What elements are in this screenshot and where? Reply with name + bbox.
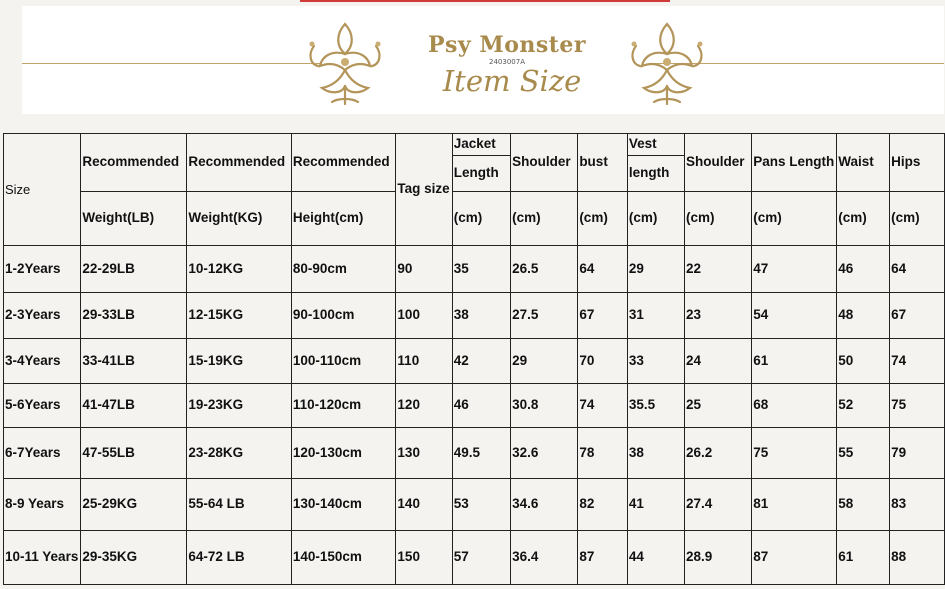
cell-hips: 64 xyxy=(890,246,945,293)
cell-pans-length: 68 xyxy=(752,384,837,428)
cell-hips: 79 xyxy=(890,428,945,479)
cell-weight-lb: 29-33LB xyxy=(81,293,187,339)
cell-shoulder-2: 22 xyxy=(685,246,752,293)
cell-tag-size: 110 xyxy=(396,339,452,384)
cell-shoulder-1: 26.5 xyxy=(511,246,578,293)
cell-bust: 87 xyxy=(578,531,628,585)
cell-hips: 75 xyxy=(890,384,945,428)
cell-weight-lb: 29-35KG xyxy=(81,531,187,585)
header-band xyxy=(0,0,945,122)
brand-name: Psy Monster xyxy=(427,32,587,58)
table-row xyxy=(4,479,945,531)
cell-shoulder-2: 24 xyxy=(685,339,752,384)
cell-height: 130-140cm xyxy=(291,479,396,531)
cell-bust: 67 xyxy=(578,293,628,339)
cell-weight-kg: 64-72 LB xyxy=(187,531,292,585)
cell-size: 8-9 Years xyxy=(4,479,81,531)
fleur-ornament-left-icon xyxy=(302,16,388,108)
header-unit-cm: (cm) xyxy=(685,192,752,246)
banner-rule-left xyxy=(22,63,322,64)
cell-size: 6-7Years xyxy=(4,428,81,479)
header-unit-cm: (cm) xyxy=(452,192,510,246)
header-row-1 xyxy=(4,134,945,156)
cell-waist: 50 xyxy=(837,339,890,384)
cell-weight-kg: 19-23KG xyxy=(187,384,292,428)
cell-weight-kg: 15-19KG xyxy=(187,339,292,384)
cell-bust: 78 xyxy=(578,428,628,479)
header-height-cm: Height(cm) xyxy=(291,192,396,246)
cell-weight-lb: 25-29KG xyxy=(81,479,187,531)
cell-waist: 58 xyxy=(837,479,890,531)
cell-waist: 48 xyxy=(837,293,890,339)
cell-height: 110-120cm xyxy=(291,384,396,428)
cell-size: 10-11 Years xyxy=(4,531,81,585)
cell-waist: 55 xyxy=(837,428,890,479)
cell-waist: 52 xyxy=(837,384,890,428)
cell-shoulder-2: 28.9 xyxy=(685,531,752,585)
cell-weight-lb: 41-47LB xyxy=(81,384,187,428)
cell-hips: 74 xyxy=(890,339,945,384)
header-jacket-length: Length xyxy=(452,156,510,192)
cell-shoulder-1: 34.6 xyxy=(511,479,578,531)
size-chart-table xyxy=(3,133,945,585)
cell-shoulder-1: 29 xyxy=(511,339,578,384)
header-shoulder-2: Shoulder xyxy=(685,134,752,192)
header-waist: Waist xyxy=(837,134,890,192)
cell-pans-length: 75 xyxy=(752,428,837,479)
table-row xyxy=(4,428,945,479)
cell-shoulder-1: 36.4 xyxy=(511,531,578,585)
cell-jacket-length: 46 xyxy=(452,384,510,428)
cell-tag-size: 150 xyxy=(396,531,452,585)
cell-shoulder-1: 30.8 xyxy=(511,384,578,428)
cell-pans-length: 81 xyxy=(752,479,837,531)
cell-vest-length: 29 xyxy=(627,246,684,293)
cell-height: 100-110cm xyxy=(291,339,396,384)
cell-weight-kg: 12-15KG xyxy=(187,293,292,339)
header-vest: Vest xyxy=(627,134,684,156)
cell-height: 90-100cm xyxy=(291,293,396,339)
cell-pans-length: 61 xyxy=(752,339,837,384)
cell-hips: 83 xyxy=(890,479,945,531)
cell-bust: 64 xyxy=(578,246,628,293)
cell-size: 1-2Years xyxy=(4,246,81,293)
cell-shoulder-1: 27.5 xyxy=(511,293,578,339)
cell-shoulder-2: 27.4 xyxy=(685,479,752,531)
header-unit-cm: (cm) xyxy=(511,192,578,246)
header-bust: bust xyxy=(578,134,628,192)
cell-bust: 74 xyxy=(578,384,628,428)
cell-tag-size: 140 xyxy=(396,479,452,531)
cell-bust: 70 xyxy=(578,339,628,384)
header-weight-kg: Weight(KG) xyxy=(187,192,292,246)
cell-waist: 61 xyxy=(837,531,890,585)
header-recommended-2: Recommended xyxy=(187,134,292,192)
cell-weight-kg: 55-64 LB xyxy=(187,479,292,531)
table-row xyxy=(4,293,945,339)
cell-jacket-length: 42 xyxy=(452,339,510,384)
cell-weight-lb: 47-55LB xyxy=(81,428,187,479)
cell-tag-size: 130 xyxy=(396,428,452,479)
header-unit-cm: (cm) xyxy=(890,192,945,246)
header-hips: Hips xyxy=(890,134,945,192)
fleur-ornament-right-icon xyxy=(624,16,710,108)
cell-shoulder-2: 26.2 xyxy=(685,428,752,479)
header-shoulder-1: Shoulder xyxy=(511,134,578,192)
header-recommended-1: Recommended xyxy=(81,134,187,192)
header-pans-length: Pans Length xyxy=(752,134,837,192)
header-tag-size: Tag size xyxy=(396,134,452,246)
table-row xyxy=(4,339,945,384)
cell-size: 5-6Years xyxy=(4,384,81,428)
cell-pans-length: 54 xyxy=(752,293,837,339)
cell-hips: 88 xyxy=(890,531,945,585)
cell-weight-kg: 10-12KG xyxy=(187,246,292,293)
header-row-3 xyxy=(4,192,945,246)
cell-size: 2-3Years xyxy=(4,293,81,339)
cell-pans-length: 47 xyxy=(752,246,837,293)
cell-waist: 46 xyxy=(837,246,890,293)
header-vest-length: length xyxy=(627,156,684,192)
cell-height: 80-90cm xyxy=(291,246,396,293)
table-row xyxy=(4,531,945,585)
cell-vest-length: 38 xyxy=(627,428,684,479)
cell-vest-length: 35.5 xyxy=(627,384,684,428)
cell-pans-length: 87 xyxy=(752,531,837,585)
brand-banner xyxy=(22,6,944,114)
header-jacket: Jacket xyxy=(452,134,510,156)
cell-height: 140-150cm xyxy=(291,531,396,585)
cell-tag-size: 100 xyxy=(396,293,452,339)
cell-shoulder-1: 32.6 xyxy=(511,428,578,479)
item-code: 2403007A xyxy=(489,58,525,66)
header-unit-cm: (cm) xyxy=(627,192,684,246)
cell-bust: 82 xyxy=(578,479,628,531)
cell-weight-lb: 22-29LB xyxy=(81,246,187,293)
cell-vest-length: 31 xyxy=(627,293,684,339)
header-unit-cm: (cm) xyxy=(837,192,890,246)
banner-title: Item Size xyxy=(442,64,582,98)
cell-hips: 67 xyxy=(890,293,945,339)
cell-weight-lb: 33-41LB xyxy=(81,339,187,384)
cell-vest-length: 41 xyxy=(627,479,684,531)
cell-tag-size: 90 xyxy=(396,246,452,293)
header-size: Size xyxy=(4,134,81,246)
cell-jacket-length: 38 xyxy=(452,293,510,339)
header-unit-cm: (cm) xyxy=(578,192,628,246)
cell-jacket-length: 35 xyxy=(452,246,510,293)
cell-shoulder-2: 23 xyxy=(685,293,752,339)
cell-tag-size: 120 xyxy=(396,384,452,428)
cell-vest-length: 44 xyxy=(627,531,684,585)
cell-height: 120-130cm xyxy=(291,428,396,479)
cell-shoulder-2: 25 xyxy=(685,384,752,428)
cell-jacket-length: 53 xyxy=(452,479,510,531)
top-accent-line xyxy=(300,0,670,2)
table-row xyxy=(4,246,945,293)
cell-jacket-length: 49.5 xyxy=(452,428,510,479)
header-recommended-3: Recommended xyxy=(291,134,396,192)
header-weight-lb: Weight(LB) xyxy=(81,192,187,246)
cell-size: 3-4Years xyxy=(4,339,81,384)
cell-jacket-length: 57 xyxy=(452,531,510,585)
table-row xyxy=(4,384,945,428)
cell-vest-length: 33 xyxy=(627,339,684,384)
header-unit-cm: (cm) xyxy=(752,192,837,246)
cell-weight-kg: 23-28KG xyxy=(187,428,292,479)
